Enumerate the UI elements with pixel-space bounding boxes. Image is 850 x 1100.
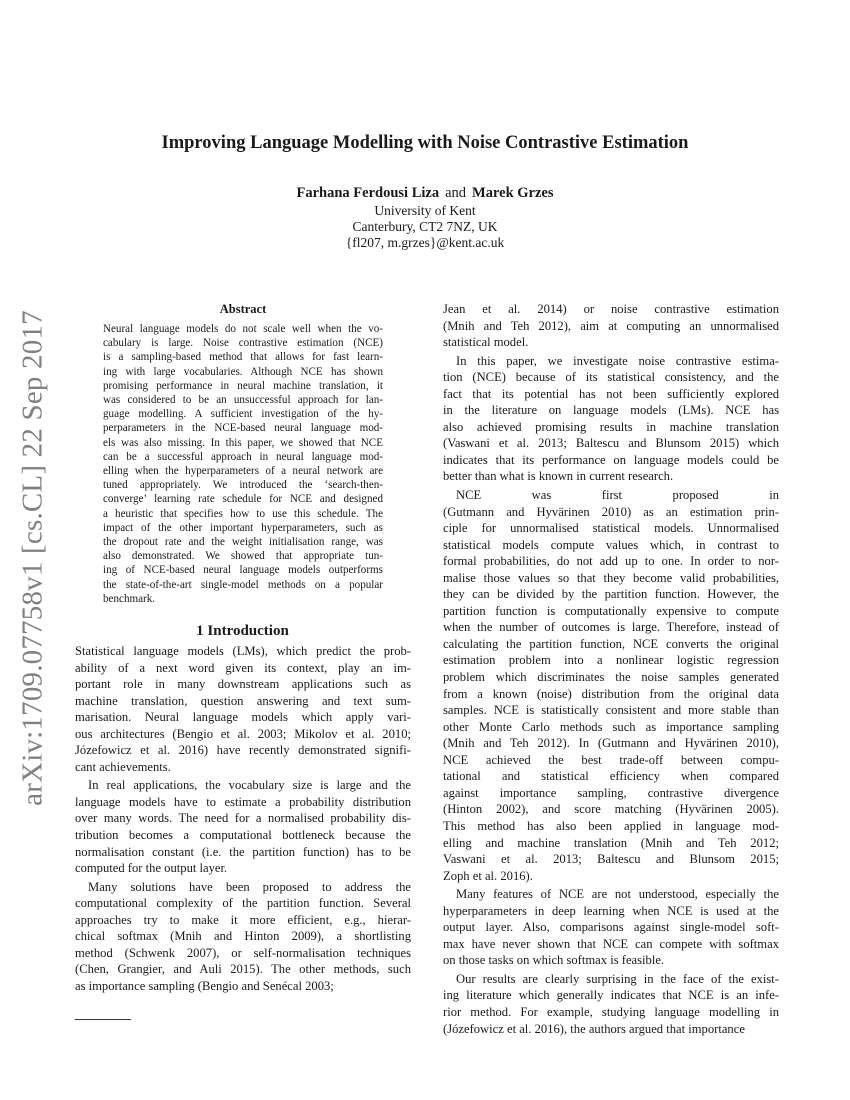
text-line: NCE was first proposed in bbox=[456, 488, 779, 503]
affiliation-address: Canterbury, CT2 7NZ, UK bbox=[352, 219, 498, 234]
introduction-right-column bbox=[443, 301, 779, 1039]
text-line: samples. NCE is statistically consistent and more stable than bbox=[443, 703, 779, 718]
text-line: indicates that its performance on language models could be bbox=[443, 452, 779, 467]
text-line: ciple for unnormalised statistical models. Unnormalised bbox=[443, 521, 779, 536]
paragraph bbox=[443, 886, 779, 969]
paragraph bbox=[75, 879, 411, 995]
text-line: problem which discriminates the noise samples generated bbox=[443, 670, 779, 685]
author-separator: and bbox=[445, 185, 467, 201]
text-line: can be a successful approach in neural language mod- bbox=[103, 450, 383, 463]
text-line: perparameters in the NCE-based neural language mod- bbox=[103, 422, 383, 435]
text-line: promising performance in neural machine translation, it bbox=[103, 379, 383, 392]
text-line: Many solutions have been proposed to address the bbox=[88, 879, 411, 894]
text-line: a heuristic that specifies how to use this schedule. The bbox=[103, 507, 383, 520]
text-line: guage modelling. A sufficient investigation of the hy- bbox=[103, 408, 383, 421]
text-line: In real applications, the vocabulary size is large and the bbox=[88, 778, 411, 793]
text-line: against importance sampling, contrastive divergence bbox=[443, 785, 779, 800]
text-line: language models have to estimate a probability distribution bbox=[75, 794, 411, 809]
abstract-body bbox=[103, 322, 383, 608]
text-line: Our results are clearly surprising in the face of the exist- bbox=[456, 971, 779, 986]
text-line: as importance sampling (Bengio and Senécal 2003; bbox=[75, 978, 334, 993]
text-line: cabulary is large. Noise contrastive estimation (NCE) bbox=[103, 337, 383, 350]
text-line: Statistical language models (LMs), which predict the prob- bbox=[75, 644, 411, 658]
text-line: Vaswani et al. 2013; Baltescu and Blunsom 2015; bbox=[443, 852, 779, 867]
author-1: Farhana Ferdousi Liza bbox=[296, 185, 440, 201]
paragraph bbox=[75, 643, 411, 775]
text-line: computational complexity of the partition function. Several bbox=[75, 896, 411, 911]
authors bbox=[0, 185, 850, 202]
text-line: malise those values so that they become valid probabilities, bbox=[443, 570, 779, 585]
text-line: also demonstrated. We showed that appropriate tun- bbox=[103, 550, 383, 563]
text-line: els was also missing. In this paper, we showed that NCE bbox=[103, 436, 383, 449]
footnote-rule bbox=[75, 1019, 131, 1020]
paragraph bbox=[443, 971, 779, 1037]
paper-title: Improving Language Modelling with Noise Contrastive Estimation bbox=[161, 133, 689, 153]
text-line: (Vaswani et al. 2013; Baltescu and Blunsom 2015) which bbox=[443, 436, 779, 451]
text-line: statistical model. bbox=[443, 335, 529, 350]
paragraph bbox=[443, 301, 779, 351]
text-line: estimation problem into a nonlinear logistic regression bbox=[443, 653, 779, 668]
text-line: on those tasks on which softmax is feasible. bbox=[443, 953, 665, 968]
text-line: ing literature which generally indicates that NCE is an infe- bbox=[443, 988, 779, 1003]
text-line: was considered to be an unsuccessful approach for lan- bbox=[103, 394, 383, 407]
text-line: the state-of-the-art single-model methods on a popular bbox=[103, 578, 383, 591]
text-line: Zoph et al. 2016). bbox=[443, 868, 533, 883]
text-line: elling when the hyperparameters of a neural network are bbox=[103, 465, 383, 478]
text-line: chical softmax (Mnih and Hinton 2009), a shortlisting bbox=[75, 929, 411, 944]
text-line: NCE achieved the best trade-off between compu- bbox=[443, 752, 779, 767]
text-line: (Hinton 2002), and score matching (Hyvärinen 2005). bbox=[443, 802, 779, 817]
text-line: rior method. For example, studying language modelling in bbox=[443, 1004, 779, 1019]
text-line: In this paper, we investigate noise contrastive estima- bbox=[456, 353, 779, 368]
text-line: when the number of outcomes is large. Therefore, instead of bbox=[443, 620, 779, 635]
text-line: calculating the partition function, NCE converts the original bbox=[443, 636, 779, 651]
text-line: elling and machine translation (Mnih and Teh 2012; bbox=[443, 835, 779, 850]
text-line: Neural language models do not scale well when the vo- bbox=[103, 323, 383, 335]
affiliation-email: {fl207, m.grzes}@kent.ac.uk bbox=[345, 235, 505, 250]
text-line: cant achievements. bbox=[75, 759, 171, 774]
text-line: Józefowicz et al. 2016) have recently demonstrated signifi- bbox=[75, 743, 411, 758]
text-line: tribution becomes a computational bottleneck because the bbox=[75, 828, 411, 843]
text-line: (Gutmann and Hyvärinen 2010) as an estimation prin- bbox=[443, 504, 779, 519]
text-line: fact that its potential has not been sufficiently explored bbox=[443, 386, 779, 401]
text-line: ous architectures (Bengio et al. 2003; Mikolov et al. 2010; bbox=[75, 726, 411, 741]
text-line: converge’ learning rate schedule for NCE and designed bbox=[103, 493, 383, 506]
arxiv-side-stamp: arXiv:1709.07758v1 [cs.CL] 22 Sep 2017 bbox=[16, 310, 49, 806]
text-line: marisation. Neural language models which apply vari- bbox=[75, 710, 411, 725]
text-line: hyperparameters in deep learning when NCE is used at the bbox=[443, 903, 779, 918]
text-line: is a sampling-based method that allows for fast learn- bbox=[103, 351, 383, 364]
author-2: Marek Grzes bbox=[472, 185, 554, 201]
section-heading-introduction: 1 Introduction bbox=[196, 623, 289, 639]
text-line: benchmark. bbox=[103, 592, 156, 605]
text-line: tion (NCE) because of its statistical consistency, and the bbox=[443, 370, 779, 385]
text-line: statistical models compute values which, in contrast to bbox=[443, 537, 779, 552]
paragraph bbox=[103, 322, 383, 606]
text-line: Jean et al. 2014) or noise contrastive estimation bbox=[443, 302, 779, 316]
text-line: method (Schwenk 2007), or self-normalisation techniques bbox=[75, 945, 411, 960]
text-line: Many features of NCE are not understood, especially the bbox=[456, 887, 779, 902]
text-line: they can be divided by the partition function. However, the bbox=[443, 587, 779, 602]
text-line: (Chen, Grangier, and Auli 2015). The other methods, such bbox=[75, 962, 411, 977]
text-line: over many words. The need for a normalised probability dis- bbox=[75, 811, 411, 826]
text-line: impact of the other important hyperparameters, such as bbox=[103, 521, 383, 534]
text-line: This method has also been applied in language mod- bbox=[443, 818, 779, 833]
abstract-heading: Abstract bbox=[219, 302, 267, 316]
text-line: (Józefowicz et al. 2016), the authors argued that importance bbox=[443, 1021, 745, 1036]
text-line: ing with large vocabularies. Although NCE has shown bbox=[103, 365, 383, 378]
text-line: computed for the output layer. bbox=[75, 861, 228, 876]
text-line: ability of a next word given its context, play an im- bbox=[75, 660, 411, 675]
text-line: max have never shown that NCE can compete with softmax bbox=[443, 936, 779, 951]
text-line: better than what is known in current research. bbox=[443, 469, 674, 484]
text-line: formal probabilities, do not add up to one. In order to nor- bbox=[443, 554, 779, 569]
text-line: portant role in many downstream applications such as bbox=[75, 677, 411, 692]
text-line: from a known (noise) distribution from the original data bbox=[443, 686, 779, 701]
text-line: in the literature on language models (LMs). NCE has bbox=[443, 403, 779, 418]
text-line: normalisation constant (i.e. the partition function) has to be bbox=[75, 844, 411, 859]
paragraph bbox=[443, 487, 779, 884]
text-line: other Monte Carlo methods such as importance sampling bbox=[443, 719, 779, 734]
affiliation-institution: University of Kent bbox=[374, 203, 476, 218]
text-line: tational and statistical efficiency when compared bbox=[443, 769, 779, 784]
text-line: (Mnih and Teh 2012), aim at computing an unnormalised bbox=[443, 318, 779, 333]
text-line: partition function is computationally expensive to compute bbox=[443, 603, 779, 618]
text-line: output layer. Also, comparisons against single-model soft- bbox=[443, 920, 779, 935]
text-line: machine translation, question answering and text sum- bbox=[75, 693, 411, 708]
paragraph bbox=[75, 777, 411, 876]
text-line: also achieved promising results in machine translation bbox=[443, 419, 779, 434]
paragraph bbox=[443, 353, 779, 485]
introduction-left-column bbox=[75, 643, 411, 996]
text-line: ing of NCE-based neural language models outperforms bbox=[103, 564, 383, 577]
text-line: (Mnih and Teh 2012). In (Gutmann and Hyvärinen 2010), bbox=[443, 736, 779, 751]
text-line: the dropout rate and the weight initialisation range, was bbox=[103, 536, 383, 549]
text-line: tuned appropriately. We introduced the ‘search-then- bbox=[103, 479, 383, 492]
text-line: approaches try to make it more efficient, e.g., hierar- bbox=[75, 912, 411, 927]
